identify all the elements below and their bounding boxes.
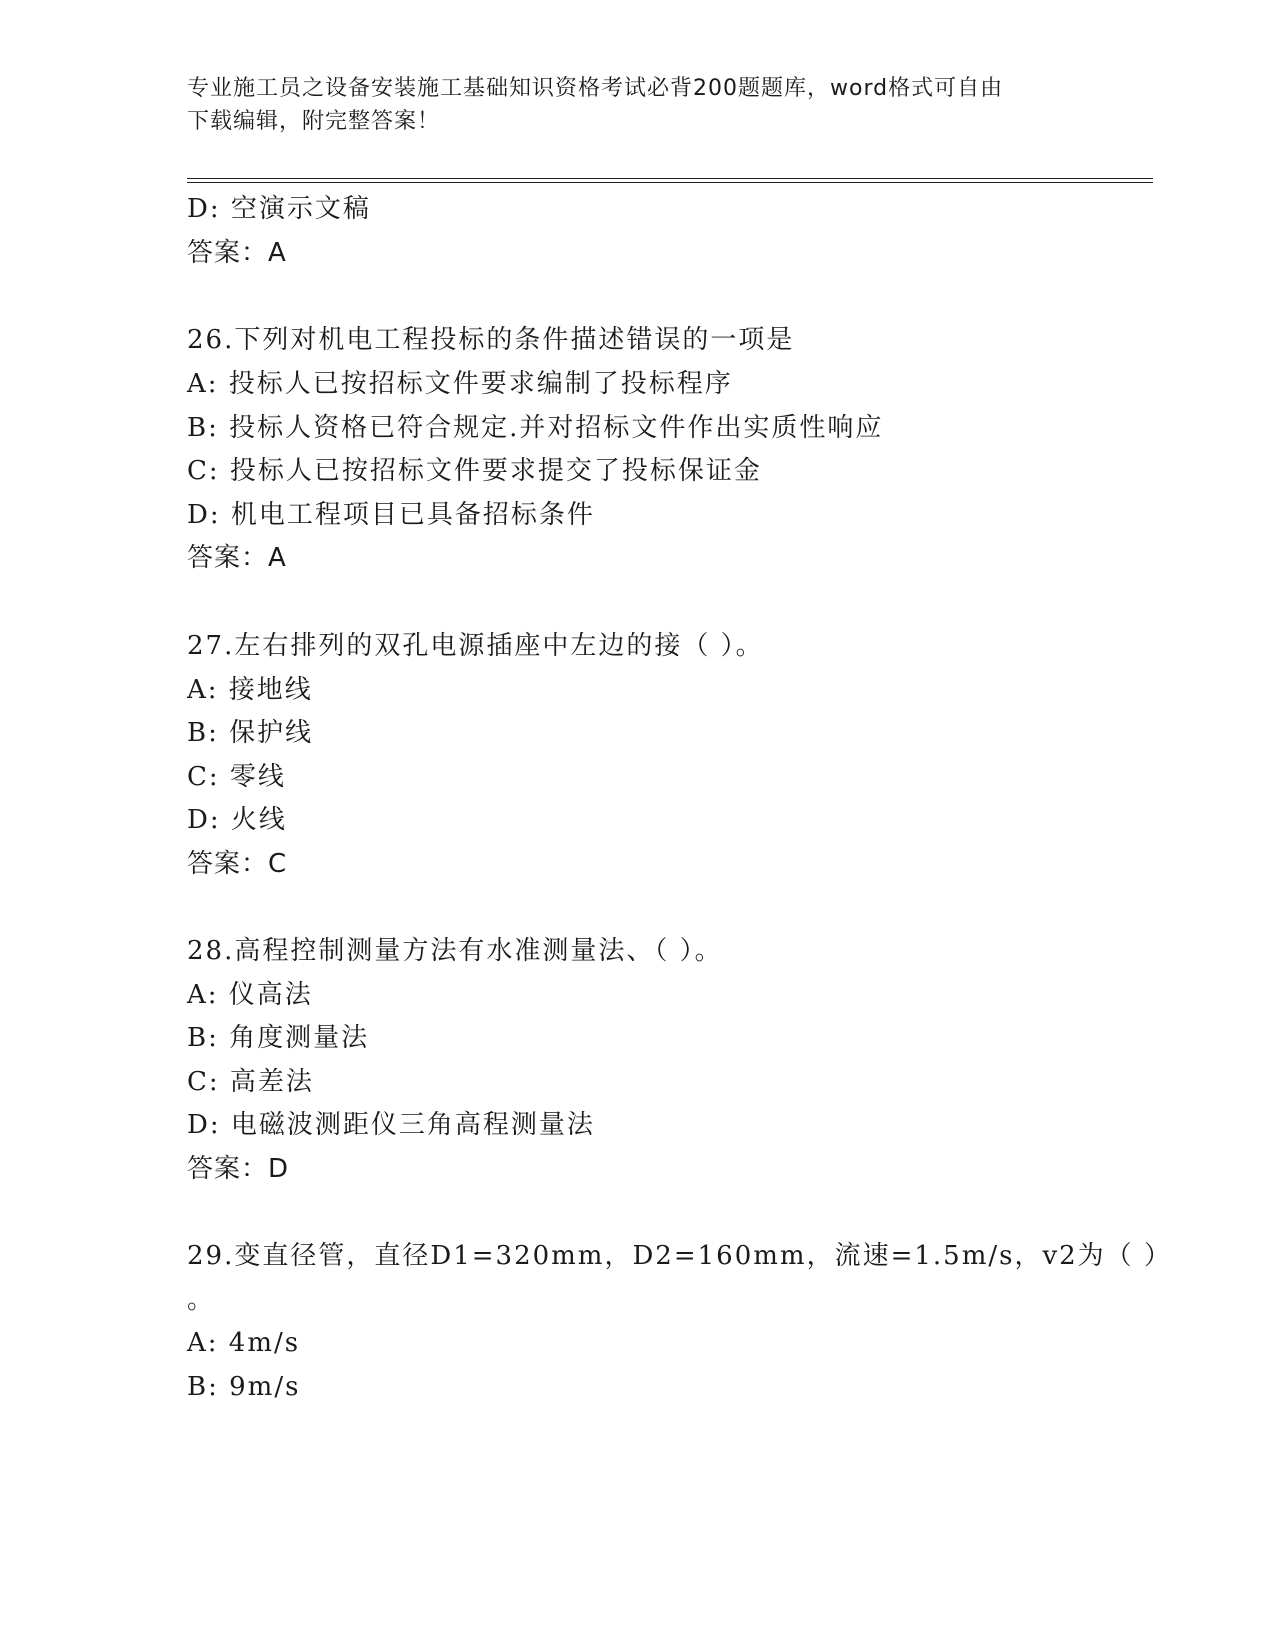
option-a: A: 4m/s <box>187 1328 301 1358</box>
option-a: A: 接地线 <box>187 675 313 705</box>
header-line-2: 下载编辑，附完整答案！ <box>187 109 441 134</box>
option-d: D: 空演示文稿 <box>187 194 371 224</box>
answer-text: 答案：C <box>187 849 288 879</box>
option-c: C: 投标人已按招标文件要求提交了投标保证金 <box>187 456 762 486</box>
option-d: D: 机电工程项目已具备招标条件 <box>187 500 595 530</box>
option-d: D: 电磁波测距仪三角高程测量法 <box>187 1110 595 1140</box>
option-a: A: 仪高法 <box>187 980 313 1010</box>
option-b: B: 角度测量法 <box>187 1023 370 1053</box>
option-b: B: 9m/s <box>187 1372 301 1402</box>
question-29-continuation: 。 <box>187 1285 216 1315</box>
question-28: 28.高程控制测量方法有水准测量法、（ ）。 <box>187 936 723 966</box>
option-b: B: 保护线 <box>187 718 314 748</box>
document-header <box>187 72 1067 138</box>
option-c: C: 零线 <box>187 762 286 792</box>
header-divider-bottom <box>187 182 1153 183</box>
header-line-1: 专业施工员之设备安装施工基础知识资格考试必背200题题库，word格式可自由 <box>187 76 1004 101</box>
question-26: 26.下列对机电工程投标的条件描述错误的一项是 <box>187 325 795 355</box>
option-a: A: 投标人已按招标文件要求编制了投标程序 <box>187 369 733 399</box>
answer-text: 答案：D <box>187 1154 290 1184</box>
option-c: C: 高差法 <box>187 1067 314 1097</box>
answer-text: 答案：A <box>187 543 287 573</box>
header-divider-top <box>187 178 1153 179</box>
answer-text: 答案：A <box>187 238 287 268</box>
question-27: 27.左右排列的双孔电源插座中左边的接（ ）。 <box>187 631 764 661</box>
option-d: D: 火线 <box>187 805 287 835</box>
option-b: B: 投标人资格已符合规定.并对招标文件作出实质性响应 <box>187 413 884 443</box>
question-29: 29.变直径管，直径D1=320mm，D2=160mm，流速=1.5m/s，v2为（ ） <box>187 1241 1172 1271</box>
